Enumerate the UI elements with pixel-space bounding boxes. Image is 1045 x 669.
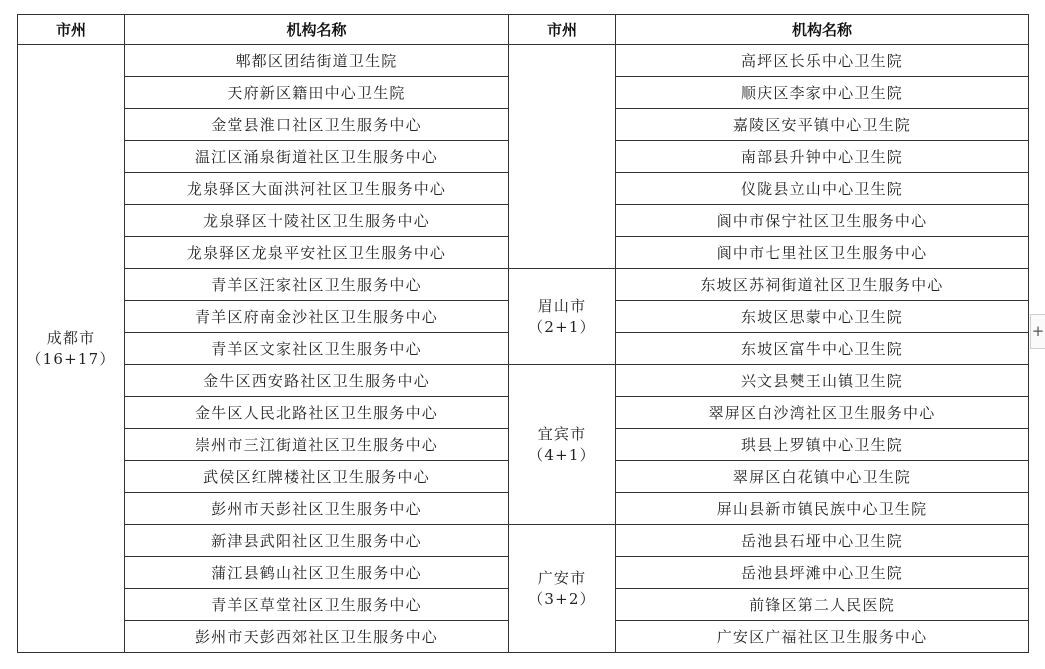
city-cell-meishan [509, 269, 616, 365]
institution-cell: 郫都区团结街道卫生院 [125, 45, 509, 77]
header-name-left: 机构名称 [125, 15, 509, 45]
city-name: 眉山市 [537, 296, 587, 315]
institution-cell: 仪陇县立山中心卫生院 [616, 173, 1029, 205]
header-city-left: 市州 [18, 15, 125, 45]
city-name: 宜宾市 [537, 424, 587, 443]
table-row [18, 45, 1029, 77]
institution-cell: 顺庆区李家中心卫生院 [616, 77, 1029, 109]
institution-cell: 彭州市天彭西郊社区卫生服务中心 [125, 621, 509, 653]
institution-cell: 崇州市三江街道社区卫生服务中心 [125, 429, 509, 461]
institution-cell: 彭州市天彭社区卫生服务中心 [125, 493, 509, 525]
city-cell-guangan [509, 525, 616, 653]
institution-cell: 龙泉驿区十陵社区卫生服务中心 [125, 205, 509, 237]
institution-cell: 青羊区汪家社区卫生服务中心 [125, 269, 509, 301]
institution-cell: 东坡区思蒙中心卫生院 [616, 301, 1029, 333]
expand-panel-button[interactable] [1030, 314, 1045, 349]
city-cell-chengdu [18, 45, 125, 653]
institution-table [17, 14, 1029, 653]
institution-cell: 翠屏区白花镇中心卫生院 [616, 461, 1029, 493]
table-header-row [18, 15, 1029, 45]
city-name: 成都市 [46, 328, 96, 347]
institution-cell: 嘉陵区安平镇中心卫生院 [616, 109, 1029, 141]
institution-cell: 前锋区第二人民医院 [616, 589, 1029, 621]
plus-icon: + [1031, 322, 1045, 340]
city-name: 广安市 [537, 568, 587, 587]
institution-cell: 金牛区西安路社区卫生服务中心 [125, 365, 509, 397]
institution-cell: 金牛区人民北路社区卫生服务中心 [125, 397, 509, 429]
institution-cell: 青羊区府南金沙社区卫生服务中心 [125, 301, 509, 333]
institution-cell: 屏山县新市镇民族中心卫生院 [616, 493, 1029, 525]
institution-cell: 高坪区长乐中心卫生院 [616, 45, 1029, 77]
institution-cell: 兴文县僰王山镇卫生院 [616, 365, 1029, 397]
institution-cell: 南部县升钟中心卫生院 [616, 141, 1029, 173]
institution-cell: 岳池县坪滩中心卫生院 [616, 557, 1029, 589]
city-cell-nanchong-blank [509, 45, 616, 269]
institution-cell: 天府新区籍田中心卫生院 [125, 77, 509, 109]
institution-cell: 东坡区苏祠街道社区卫生服务中心 [616, 269, 1029, 301]
institution-cell: 青羊区文家社区卫生服务中心 [125, 333, 509, 365]
institution-cell: 温江区涌泉街道社区卫生服务中心 [125, 141, 509, 173]
institution-cell: 武侯区红牌楼社区卫生服务中心 [125, 461, 509, 493]
institution-cell: 龙泉驿区龙泉平安社区卫生服务中心 [125, 237, 509, 269]
table-row [18, 269, 1029, 301]
institution-cell: 金堂县淮口社区卫生服务中心 [125, 109, 509, 141]
header-city-right: 市州 [509, 15, 616, 45]
institution-cell: 广安区广福社区卫生服务中心 [616, 621, 1029, 653]
institution-cell: 新津县武阳社区卫生服务中心 [125, 525, 509, 557]
institution-cell: 青羊区草堂社区卫生服务中心 [125, 589, 509, 621]
city-cell-yibin [509, 365, 616, 525]
institution-cell: 东坡区富牛中心卫生院 [616, 333, 1029, 365]
table-row [18, 525, 1029, 557]
institution-cell: 蒲江县鹤山社区卫生服务中心 [125, 557, 509, 589]
city-count: （3+2） [528, 589, 596, 608]
institution-cell: 珙县上罗镇中心卫生院 [616, 429, 1029, 461]
table-row [18, 365, 1029, 397]
institution-cell: 阆中市保宁社区卫生服务中心 [616, 205, 1029, 237]
city-count: （16+17） [26, 349, 116, 368]
header-name-right: 机构名称 [616, 15, 1029, 45]
city-count: （4+1） [528, 445, 596, 464]
institution-cell: 阆中市七里社区卫生服务中心 [616, 237, 1029, 269]
institution-cell: 龙泉驿区大面洪河社区卫生服务中心 [125, 173, 509, 205]
city-count: （2+1） [528, 317, 596, 336]
institution-cell: 岳池县石垭中心卫生院 [616, 525, 1029, 557]
institution-cell: 翠屏区白沙湾社区卫生服务中心 [616, 397, 1029, 429]
